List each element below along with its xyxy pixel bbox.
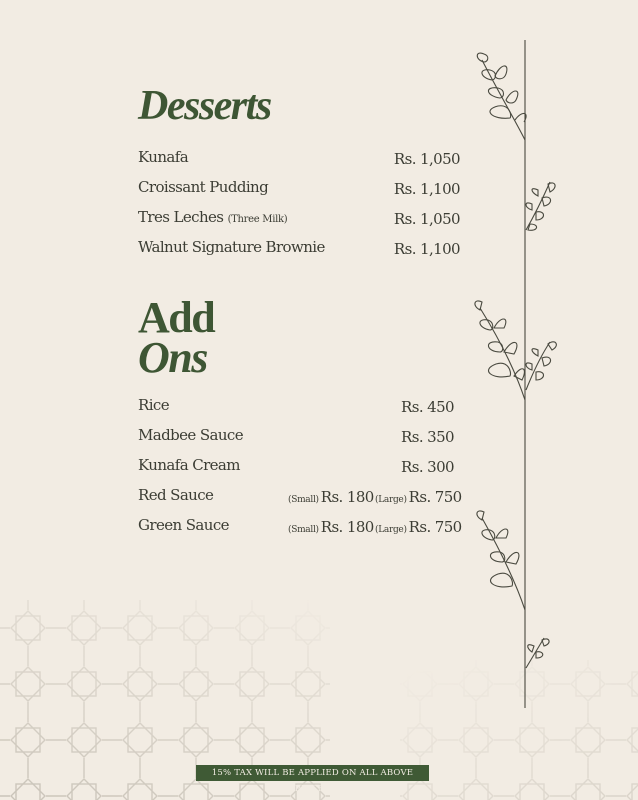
- item-name: Kunafa Cream: [138, 456, 240, 474]
- sized-addon-row: [138, 516, 462, 540]
- item-name: Madbee Sauce: [138, 426, 243, 444]
- large-price: [375, 518, 462, 536]
- item-price: Rs. 1,100: [393, 240, 460, 258]
- size-label: (Large): [375, 525, 407, 535]
- item-price: Rs. 300: [401, 458, 454, 476]
- sized-addon-row: [138, 486, 462, 510]
- large-price: [375, 488, 462, 506]
- price-value: Rs. 180: [320, 488, 374, 506]
- addons-heading-line2: Ons: [138, 333, 207, 382]
- small-price: [288, 518, 374, 536]
- item-price: Rs. 1,100: [393, 180, 460, 198]
- item-name: Red Sauce: [138, 486, 214, 504]
- item-price: Rs. 1,050: [393, 150, 460, 168]
- tax-notice-banner: 15% TAX WILL BE APPLIED ON ALL ABOVE PRICES: [196, 765, 429, 781]
- price-value: Rs. 750: [408, 488, 462, 506]
- price-value: Rs. 750: [408, 518, 462, 536]
- item-name: Croissant Pudding: [138, 178, 269, 196]
- item-name: Kunafa: [138, 148, 189, 166]
- menu-item-row: [138, 178, 460, 202]
- size-label: (Small): [288, 525, 319, 535]
- small-price: [288, 488, 374, 506]
- item-note: (Three Milk): [227, 214, 288, 225]
- addon-item-row: [138, 396, 454, 420]
- item-name-with-note: [138, 208, 287, 226]
- addon-item-row: [138, 426, 454, 450]
- size-label: (Large): [375, 495, 407, 505]
- item-name: Walnut Signature Brownie: [138, 238, 325, 256]
- addon-item-row: [138, 456, 454, 480]
- item-price: Rs. 350: [401, 428, 454, 446]
- menu-item-row: [138, 238, 460, 262]
- desserts-heading: Desserts: [138, 83, 271, 129]
- menu-item-row: [138, 208, 460, 232]
- item-name: Tres Leches: [138, 208, 228, 226]
- size-label: (Small): [288, 495, 319, 505]
- item-name: Green Sauce: [138, 516, 229, 534]
- item-price: Rs. 450: [401, 398, 454, 416]
- botanical-vine-decoration: [470, 40, 570, 710]
- menu-item-row: [138, 148, 460, 172]
- addons-heading-line1: Add: [138, 293, 215, 342]
- price-value: Rs. 180: [320, 518, 374, 536]
- item-name: Rice: [138, 396, 169, 414]
- item-price: Rs. 1,050: [393, 210, 460, 228]
